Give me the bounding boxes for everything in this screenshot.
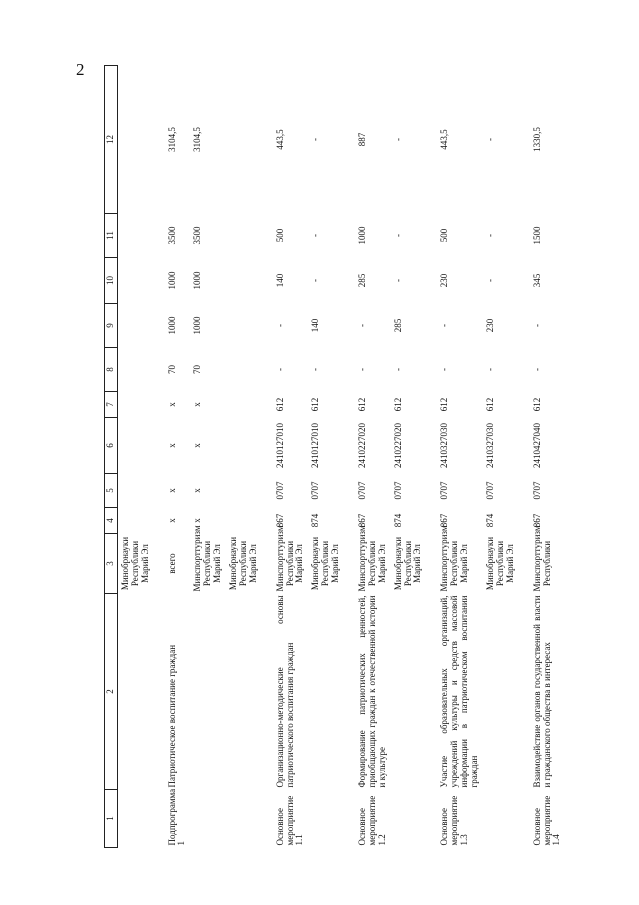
table-cell-col-2 [190,594,226,790]
table-cell-col-2: Патриотическое воспитание граждан [166,644,177,788]
table-cell-col-5: 0707 [484,481,495,500]
table-row [308,66,344,848]
table-cell-col-4: 874 [484,513,495,528]
table-row [519,66,566,848]
table-cell-col-3: Минобрнауки Республики Марий Эл [310,536,341,591]
table-cell-col-4 [117,508,153,534]
table-cell-col-5 [226,474,262,508]
table-cell-col-10: - [310,279,321,282]
table-cell-col-11: 500 [439,228,450,243]
table-cell-col-5 [117,474,153,508]
table-cell-col-2 [483,594,519,790]
table-cell-col-8: 70 [166,365,177,374]
table-cell-col-11: 1500 [531,226,542,245]
table-cell-col-3: Минспорттуризм Республики [531,525,552,592]
table-cell-col-2 [226,594,262,790]
table-cell-col-6 [226,418,262,474]
table-cell-col-1 [483,790,519,848]
table-cell-col-1: Основное мероприятие 1.2 [357,795,387,846]
table-row [426,66,483,848]
table-cell-col-6: х [166,443,177,448]
column-header-7: 7 [105,392,118,418]
table-cell-col-4: 874 [392,513,403,528]
table-cell-col-8: - [439,368,450,371]
table-cell-col-8: - [531,368,542,371]
table-cell-col-9: - [274,324,285,327]
table-cell-col-8: 70 [192,365,203,374]
table-cell-col-2 [308,594,344,790]
table-cell-col-12: 3104,5 [166,127,177,152]
table-cell-col-9 [117,304,153,348]
table-cell-col-12: 887 [357,132,368,147]
column-header-1: 1 [105,790,118,848]
table-row [262,66,309,848]
table-cell-col-8: - [274,368,285,371]
table-cell-col-3: Минспорттуризм Республики Марий Эл [439,525,470,592]
column-header-9: 9 [105,304,118,348]
column-header-2: 2 [105,594,118,790]
table-cell-col-12: 1330,5 [531,127,542,152]
table-cell-col-12 [226,66,262,214]
table-cell-col-7 [226,392,262,418]
table-cell-col-3: Минспорттуризм Республики Марий Эл [357,525,387,592]
table-cell-col-12: - [484,138,495,141]
table-cell-col-9: 140 [310,318,321,333]
table-cell-col-7: х [192,402,203,407]
table-cell-col-2: Участие образовательных организаций, учреждений культуры и средств массовой информации в патриотическом воспитании граждан [439,595,480,788]
table-cell-col-7: 612 [392,397,403,412]
table-cell-col-3: Минспорттуризм Республики Марий Эл [192,525,223,592]
table-cell-col-6 [117,418,153,474]
table-cell-col-5: 0707 [531,481,542,500]
table-cell-col-6: 2410227020 [357,423,368,468]
table-cell-col-6: 2410427040 [531,423,542,468]
column-header-10: 10 [105,258,118,304]
table-cell-col-10: 345 [531,273,542,288]
table-cell-col-12: 443,5 [439,129,450,150]
page-number: 2 [76,60,85,79]
table-row [226,66,262,848]
table-cell-col-10: - [484,279,495,282]
table-cell-col-2: Формирование патриотических ценностей, приобщающих граждан к отечественной истории и культуре [357,595,387,788]
table-cell-col-6: 2410327030 [484,423,495,468]
table-cell-col-10: 1000 [192,271,203,290]
table-cell-col-12: - [392,138,403,141]
table-cell-col-1: Основное мероприятие 1.4 [531,795,562,846]
table-cell-col-1 [226,790,262,848]
table-cell-col-3: Минобрнауки Республики Марий Эл [392,536,423,591]
table-cell-col-7: 612 [484,397,495,412]
column-header-11: 11 [105,214,118,258]
table-cell-col-9: - [357,324,368,327]
table-cell-col-9: - [531,324,542,327]
column-header-4: 4 [105,508,118,534]
column-header-6: 6 [105,418,118,474]
table-cell-col-11: - [392,234,403,237]
table-cell-col-5: 0707 [392,481,403,500]
table-cell-col-4: х [166,518,177,523]
table-cell-col-6: 2410227020 [392,423,403,468]
budget-table [104,65,565,848]
table-cell-col-8 [226,348,262,392]
table-cell-col-10: - [392,279,403,282]
table-cell-col-6: 2410127010 [274,423,285,468]
table-cell-col-4: 874 [310,513,321,528]
table-cell-col-2 [117,594,153,790]
table-row [117,66,153,848]
table-row [154,66,191,848]
table-cell-col-4: 867 [274,513,285,528]
table-cell-col-5: 0707 [439,481,450,500]
table-cell-col-5: х [192,488,203,493]
table-cell-col-4: 867 [439,513,450,528]
table-cell-col-8: - [357,368,368,371]
column-header-12: 12 [105,66,118,214]
header-row [105,66,118,848]
table-cell-col-2: Организационно-методические основы патриотического воспитания граждан [274,595,295,788]
table-row [483,66,519,848]
table-cell-col-4: х [192,518,203,523]
table-cell-col-1 [391,790,427,848]
table-cell-col-7: 612 [531,397,542,412]
table-cell-col-9: 230 [484,318,495,333]
table-cell-col-7: 612 [274,397,285,412]
table-cell-col-11: - [310,234,321,237]
column-header-8: 8 [105,348,118,392]
table-cell-col-2 [391,594,427,790]
table-cell-col-10: 285 [357,273,368,288]
table-cell-col-12: 443,5 [274,129,285,150]
table-cell-col-5: 0707 [310,481,321,500]
rotated-table-container [104,66,637,848]
table-cell-col-12 [117,66,153,214]
table-cell-col-4: 867 [531,513,542,528]
column-header-5: 5 [105,474,118,508]
table-cell-col-3: Минспорттуризм Республики Марий Эл [274,525,305,592]
table-row [190,66,226,848]
table-cell-col-11: 3500 [192,226,203,245]
table-cell-col-9: 1000 [166,316,177,335]
table-cell-col-11: 3500 [166,226,177,245]
table-cell-col-9: 1000 [192,316,203,335]
table-cell-col-10: 140 [274,273,285,288]
table-cell-col-7: х [166,402,177,407]
table-cell-col-6: 2410327030 [439,423,450,468]
table-cell-col-4 [226,508,262,534]
table-cell-col-7: 612 [439,397,450,412]
table-cell-col-9 [226,304,262,348]
table-cell-col-5: х [166,488,177,493]
table-cell-col-3: Минобрнауки Республики Марий Эл [484,536,515,591]
table-cell-col-9: 285 [392,318,403,333]
table-body [117,66,565,848]
table-row [344,66,391,848]
table-cell-col-12: 3104,5 [192,127,203,152]
table-cell-col-6: х [192,443,203,448]
table-cell-col-1: Основное мероприятие 1.3 [439,795,470,846]
table-cell-col-3: Минобрнауки Республики Марий Эл [228,536,258,591]
table-cell-col-9: - [439,324,450,327]
table-cell-col-1: Основное мероприятие 1.1 [274,795,305,846]
table-cell-col-2: Взаимодействие органов государственной власти и гражданского общества в интересах [531,595,552,788]
table-cell-col-1 [117,790,153,848]
table-cell-col-10: 230 [439,273,450,288]
column-header-3: 3 [105,534,118,594]
table-cell-col-11 [226,214,262,258]
table-cell-col-11 [117,214,153,258]
table-cell-col-3: всего [166,553,177,574]
table-cell-col-11: 500 [274,228,285,243]
table-cell-col-5: 0707 [274,481,285,500]
table-cell-col-7: 612 [310,397,321,412]
table-cell-col-10 [226,258,262,304]
table-cell-col-6: 2410127010 [310,423,321,468]
table-cell-col-1: Подпрограмма 1 [166,788,187,846]
table-cell-col-11: 1000 [357,226,368,245]
table-cell-col-7 [117,392,153,418]
table-cell-col-4: 867 [357,513,368,528]
table-cell-col-1 [308,790,344,848]
table-cell-col-8: - [392,368,403,371]
table-cell-col-10 [117,258,153,304]
table-cell-col-5: 0707 [357,481,368,500]
table-cell-col-3: Минобрнауки Республики Марий Эл [119,536,150,591]
table-cell-col-8: - [484,368,495,371]
table-cell-col-8: - [310,368,321,371]
table-cell-col-8 [117,348,153,392]
table-cell-col-11: - [484,234,495,237]
table-cell-col-12: - [310,138,321,141]
table-row [391,66,427,848]
table-cell-col-10: 1000 [166,271,177,290]
table-cell-col-7: 612 [357,397,368,412]
table-cell-col-1 [190,790,226,848]
